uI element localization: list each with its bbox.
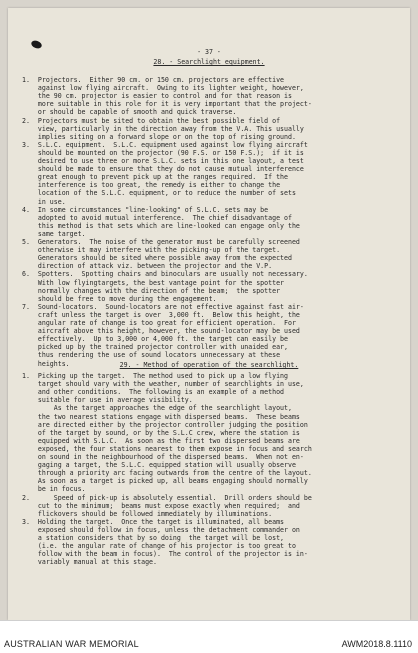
text-line: 5. Generators. The noise of the generator must be carefully screened [22,238,300,246]
text-line: 3. S.L.C. equipment. S.L.C. equipment used against low flying aircraft [22,140,308,149]
text-line: a station considers that by so doing the target will be lost, [22,534,285,542]
document-page [8,8,410,620]
text-line: exposed should follow in focus, unless the detachment commander on [22,525,300,534]
text-line: gaging a target, the S.L.C. equipped station will usually observe [22,461,296,470]
text-line: adopted to avoid mutual interference. The chief disadvantage of [22,213,292,222]
page-number: - 37 - [197,48,221,56]
text-line: cut to the minimum; beams must expose exactly when required; and [22,501,300,510]
text-line: implies siting on a forward slope or on the top of rising ground. [22,132,296,141]
text-line: direction of attack viz. between the projector and the V.P. [22,262,273,271]
text-line: the 90 cm. projector is easier to control and for that reason is [22,92,292,101]
text-line: be in focus. [22,485,86,494]
text-line: on sound in the neighbourhood of the dispersed beams. When not en- [22,453,304,461]
text-line: target should vary with the weather, number of searchlights in use, [22,380,304,389]
text-line: should be made to ensure that they do not cause mutual interference [22,165,304,174]
section-heading-29: 29. - Method of operation of the searchlight. [119,361,299,369]
text-line: 7. Sound-locators. Sound-locators are not effective against fast air- [22,302,304,311]
text-line: great enough to prevent pick up at the ranges required. If the [22,173,288,182]
text-line: thus rendering the use of sound locators unnecessary at these [22,351,281,360]
text-line: With low flyingtargets, the best vantage point for the spotter [22,278,285,287]
section-heading-28: 28. - Searchlight equipment. [153,58,265,66]
text-line: (i.e. the angular rate of change of his projector is too great to [22,542,296,551]
text-line: 6. Spotters. Spotting chairs and binoculars are usually not necessary. [22,270,308,279]
text-line: variably manual at this stage. [22,558,157,567]
text-line: craft unless the target is over 3,000 ft. Below this height, the [22,310,300,319]
text-line: 3. Holding the target. Once the target is illuminated, all beams [22,517,285,526]
text-line: should be free to move during the engagement. [22,294,217,303]
text-line: 1. Projectors. Either 90 cm. or 150 cm. projectors are effective [22,76,285,84]
text-line: of the target by sound, or by the S.L.C crew, where the station is [22,428,300,437]
text-line: should be mounted on the projector (90 F.S. or 150 F.S.); if it is [22,148,304,157]
accession-number: AWM2018.8.1110 [341,639,412,649]
text-line: As soon as a target is picked up, all beams engaging should normally [22,477,308,486]
text-line: effectively. Up to 3,000 or 4,000 ft. the target can easily be [22,335,288,344]
text-line: 1. Picking up the target. The method used to pick up a low flying [22,372,288,380]
text-line: As the target approaches the edge of the searchlight layout, [22,404,292,413]
text-line: 2. Speed of pick-up is absolutely essential. Drill orders should be [22,493,312,502]
text-line: normally changes with the direction of the beam; the spotter [22,286,281,295]
text-line: desired to use three or more S.L.C. sets in this one layout, a test [22,157,304,165]
text-line: are directed either by the projector controller judging the position [22,420,308,429]
text-line: more suitable in this role for it is very important that the project- [22,100,312,109]
text-line: against low flying aircraft. Owing to its lighter weight, however, [22,84,304,93]
archive-footer [0,620,418,653]
text-line: angular rate of change is too great for efficient operation. For [22,319,296,327]
text-line: otherwise it may interfere with the picking-up of the target. [22,246,281,255]
text-line: view, particularly in the direction away from the V.A. This usually [22,124,304,133]
text-line: the two nearest stations engage with dispersed beams. These beams [22,412,300,421]
text-line: in use. [22,197,66,206]
text-line: through a priority arc facing outwards from the centre of the layout. [22,469,312,478]
institution-name: AUSTRALIAN WAR MEMORIAL [4,639,139,649]
text-line: Generators should be sited where possible away from the expected [22,254,292,263]
text-line: this method is that sets which are line-looked can engage only the [22,221,300,230]
text-line: aircraft above this height, however, the sound-locator may be used [22,327,300,336]
text-line: follow with the beam in focus). The control of the projector is in- [22,550,308,559]
text-line: location of the S.L.C. equipment, or to reduce the number of sets [22,189,296,198]
text-line: flickovers should be followed immediately by illuminations. [22,509,273,518]
text-line: interference is too great, the remedy is either to change the [22,181,281,190]
text-line: 4. In some circumstances "line-looking" of S.L.C. sets may be [22,205,269,214]
text-line: 2. Projectors must be sited to obtain the best possible field of [22,116,281,125]
text-line: exposed, the four stations nearest to them expose in focus and search [22,444,312,453]
text-line: suitable for use in average visibility. [22,396,193,405]
text-line: same target. [22,229,86,238]
text-line: picked up by the trained projector controller with unaided ear, [22,343,288,352]
text-line: heights. [22,359,70,368]
text-line: equipped with S.L.C. As soon as the first two dispersed beams are [22,436,300,445]
text-line: or should be capable of smooth and quick traverse. [22,108,237,117]
text-line: and other conditions. The following is an example of a method [22,388,285,397]
